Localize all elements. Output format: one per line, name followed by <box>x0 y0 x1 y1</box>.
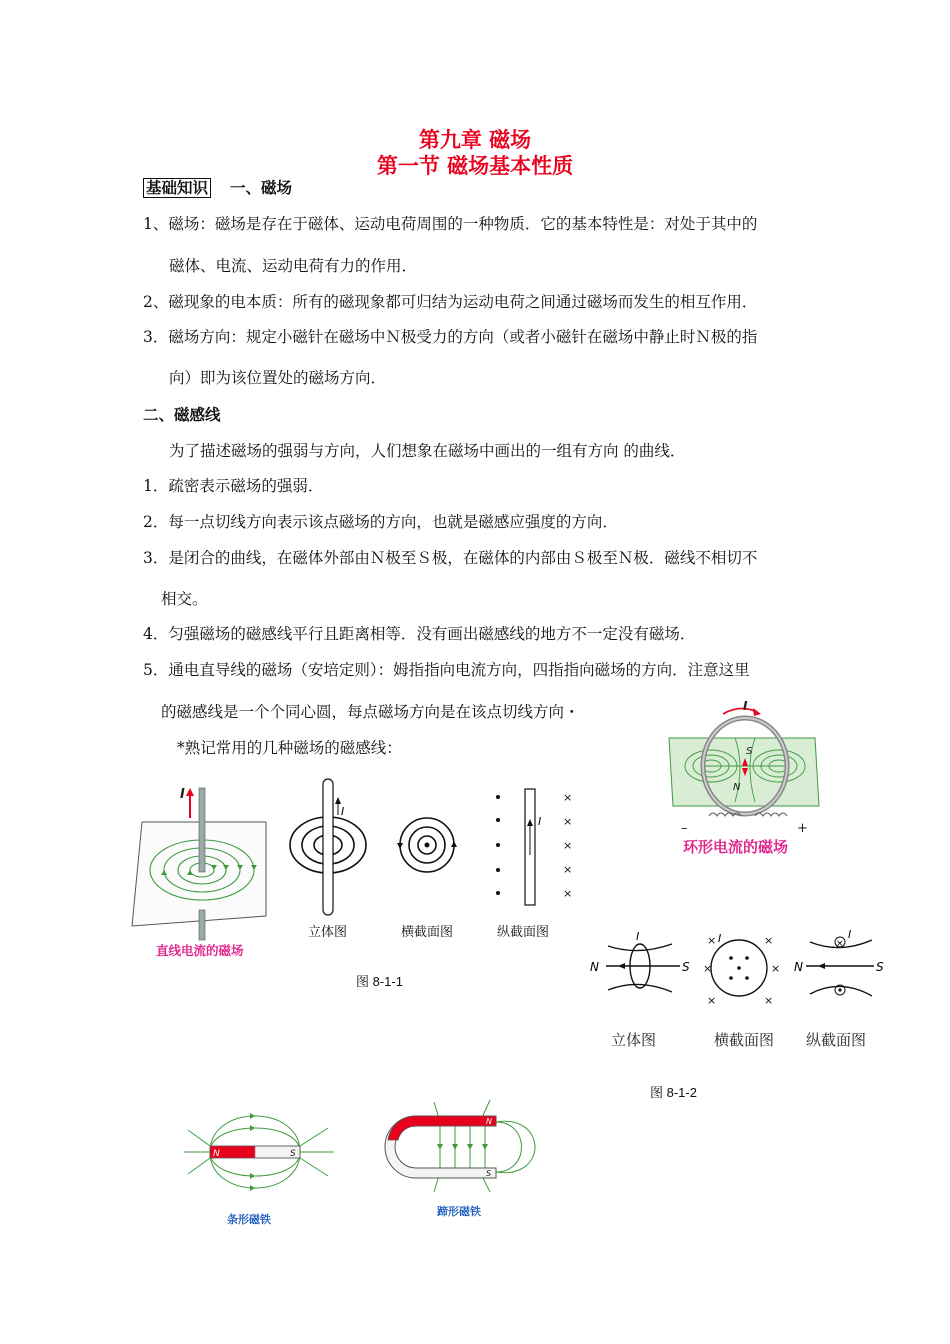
ring-plus-label: + <box>797 821 808 836</box>
svg-text:×: × <box>764 994 774 1007</box>
bar-magnet-caption: 条形磁铁 <box>227 1213 271 1226</box>
section-title: 第一节 磁场基本性质 <box>376 154 574 178</box>
paragraph-2-line1: 2、磁现象的电本质：所有的磁现象都可归结为运动电荷之间通过磁场而发生的相互作用． <box>143 293 758 311</box>
ring-long-s: S <box>876 960 884 974</box>
section2-heading: 二、磁感线 <box>143 406 221 424</box>
ring-n-label: N <box>733 782 741 793</box>
straight-current-i-label: I <box>180 787 185 802</box>
figure-8-1-2-label: 图 8-1-2 <box>650 1085 697 1100</box>
figure-8-1-1-label: 图 8-1-1 <box>356 974 403 989</box>
ring-current-caption: 环形电流的磁场 <box>683 838 789 856</box>
basic-knowledge-tag: 基础知识 <box>143 178 211 198</box>
ring-cross-i: I <box>718 932 722 945</box>
ring-stereo-caption: 立体图 <box>611 1031 657 1049</box>
ring-current-figure <box>665 698 823 838</box>
svg-text:×: × <box>703 962 713 975</box>
straight-current-views <box>280 775 580 920</box>
bar-s-label: S <box>290 1149 296 1159</box>
svg-text:×: × <box>764 934 774 947</box>
ring-current-views <box>588 926 888 1016</box>
straight-long-caption: 纵截面图 <box>497 924 550 939</box>
straight-current-figure <box>126 778 274 964</box>
ring-stereo-s: S <box>682 960 690 974</box>
svg-text:×: × <box>563 815 573 828</box>
horseshoe-magnet-caption: 蹄形磁铁 <box>437 1205 481 1218</box>
ring-stereo-n: N <box>590 960 599 974</box>
horseshoe-magnet-figure <box>380 1092 560 1198</box>
chapter-title: 第九章 磁场 <box>418 128 532 152</box>
long-i-label: I <box>538 815 542 828</box>
item-5-line1: 5．通电直导线的磁场（安培定则）：姆指指向电流方向，四指指向磁场的方向．注意这里 <box>143 661 750 679</box>
item-5-line2: 的磁感线是一个个同心圆，每点磁场方向是在该点切线方向・ <box>161 703 580 721</box>
item-3-line2: 相交。 <box>161 590 208 608</box>
memorize-note: *熟记常用的几种磁场的磁感线： <box>177 739 402 757</box>
paragraph-3-line2: 向）即为该位置处的磁场方向． <box>169 369 387 387</box>
svg-text:×: × <box>836 939 844 949</box>
ring-long-i: I <box>848 928 852 941</box>
svg-text:×: × <box>563 863 573 876</box>
ring-long-caption: 纵截面图 <box>806 1031 867 1049</box>
svg-text:×: × <box>563 791 573 804</box>
item-1: 1．疏密表示磁场的强弱． <box>143 477 324 495</box>
paragraph-1-line1: 1、磁场：磁场是存在于磁体、运动电荷周围的一种物质．它的基本特性是：对处于其中的 <box>143 215 758 233</box>
bar-n-label: N <box>213 1149 220 1159</box>
section2-intro: 为了描述磁场的强弱与方向，人们想象在磁场中画出的一组有方向 的曲线． <box>169 442 686 460</box>
ring-cross-caption: 横截面图 <box>714 1031 775 1049</box>
ring-minus-label: – <box>681 821 688 836</box>
ring-i-label: I <box>743 699 748 713</box>
paragraph-1-line2: 磁体、电流、运动电荷有力的作用． <box>169 257 418 275</box>
horseshoe-n-label: N <box>486 1117 492 1126</box>
svg-text:×: × <box>771 962 781 975</box>
section1-heading: 一、磁场 <box>229 179 292 197</box>
section1-header <box>143 178 292 198</box>
straight-current-caption: 直线电流的磁场 <box>156 943 244 958</box>
stereo-i-label: I <box>341 805 345 818</box>
svg-text:×: × <box>563 887 573 900</box>
svg-text:×: × <box>563 839 573 852</box>
paragraph-3-line1: 3．磁场方向：规定小磁针在磁场中Ｎ极受力的方向（或者小磁针在磁场中静止时Ｎ极的指 <box>143 328 758 346</box>
bar-magnet-figure <box>180 1100 338 1204</box>
straight-stereo-caption: 立体图 <box>308 924 348 939</box>
item-4: 4．匀强磁场的磁感线平行且距离相等．没有画出磁感线的地方不一定没有磁场． <box>143 625 696 643</box>
ring-long-n: N <box>794 960 803 974</box>
ring-stereo-i: I <box>636 930 640 943</box>
ring-s-label: S <box>746 746 753 757</box>
item-3-line1: 3．是闭合的曲线，在磁体外部由Ｎ极至Ｓ极，在磁体的内部由Ｓ极至Ｎ极．磁线不相切不 <box>143 549 758 567</box>
straight-cross-caption: 横截面图 <box>401 924 454 939</box>
item-2: 2．每一点切线方向表示该点磁场的方向，也就是磁感应强度的方向． <box>143 513 618 531</box>
svg-text:×: × <box>707 994 717 1007</box>
horseshoe-s-label: S <box>486 1169 492 1178</box>
svg-text:×: × <box>707 934 717 947</box>
